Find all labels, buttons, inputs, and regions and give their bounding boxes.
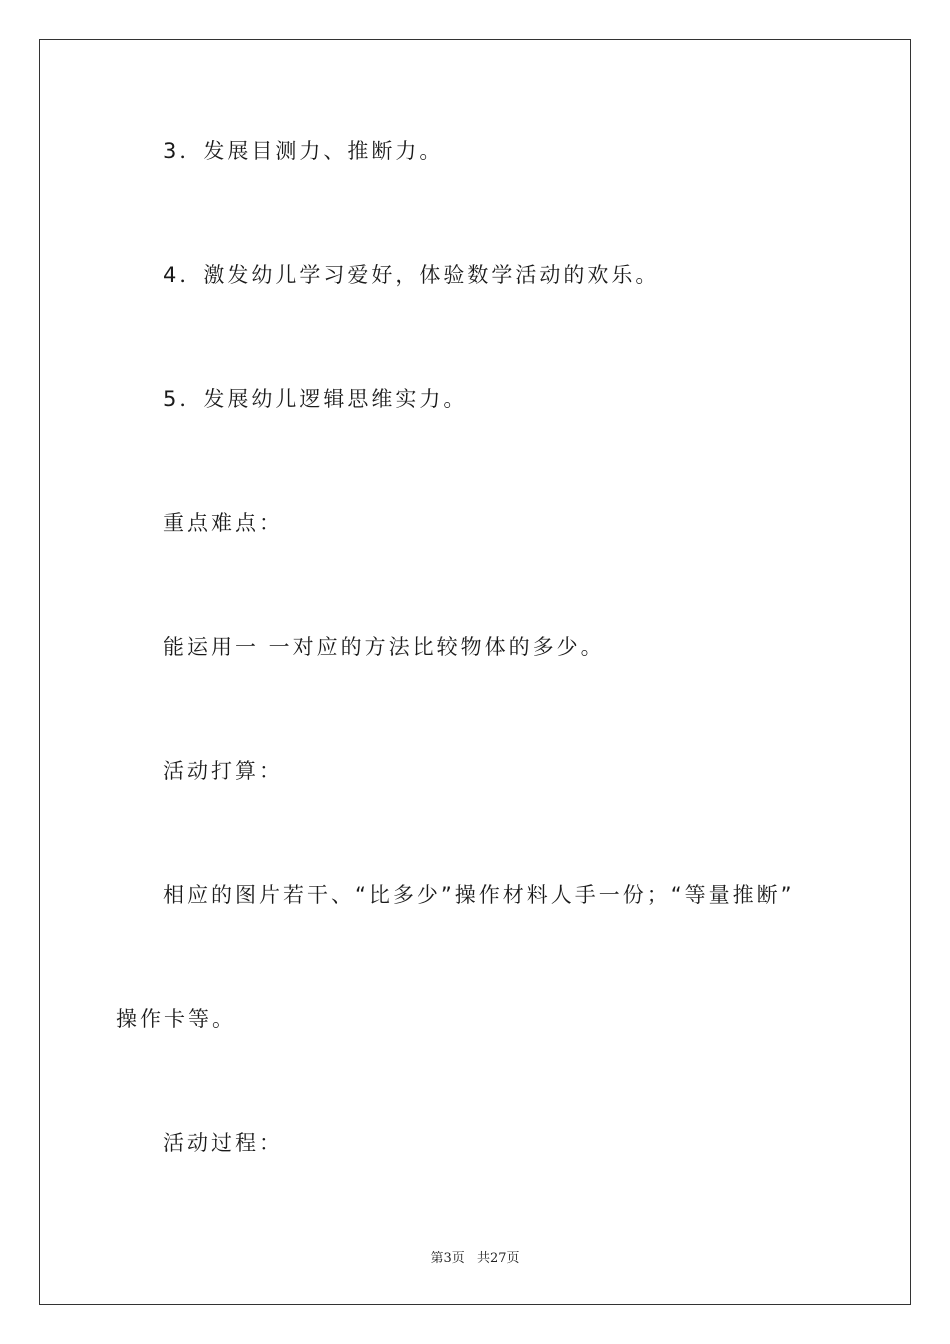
paragraph-key-points: 能运用一 一对应的方法比较物体的多少。 — [163, 635, 605, 659]
paragraph-goal-4: 4．激发幼儿学习爱好，体验数学活动的欢乐。 — [163, 263, 660, 287]
paragraph-preparation-continued: 操作卡等。 — [116, 1007, 236, 1031]
paragraph-preparation: 相应的图片若干、“比多少”操作材料人手一份；“等量推断” — [163, 883, 795, 907]
heading-key-points: 重点难点： — [163, 511, 283, 535]
heading-preparation: 活动打算： — [163, 759, 283, 783]
heading-process: 活动过程： — [163, 1131, 283, 1155]
page-footer — [0, 1247, 950, 1266]
page-number-current: 第3页 — [430, 1251, 465, 1266]
page-border — [39, 39, 911, 1305]
paragraph-goal-5: 5．发展幼儿逻辑思维实力。 — [163, 387, 468, 411]
page-number-total: 共27页 — [476, 1251, 520, 1266]
paragraph-goal-3: 3．发展目测力、推断力。 — [163, 139, 444, 163]
